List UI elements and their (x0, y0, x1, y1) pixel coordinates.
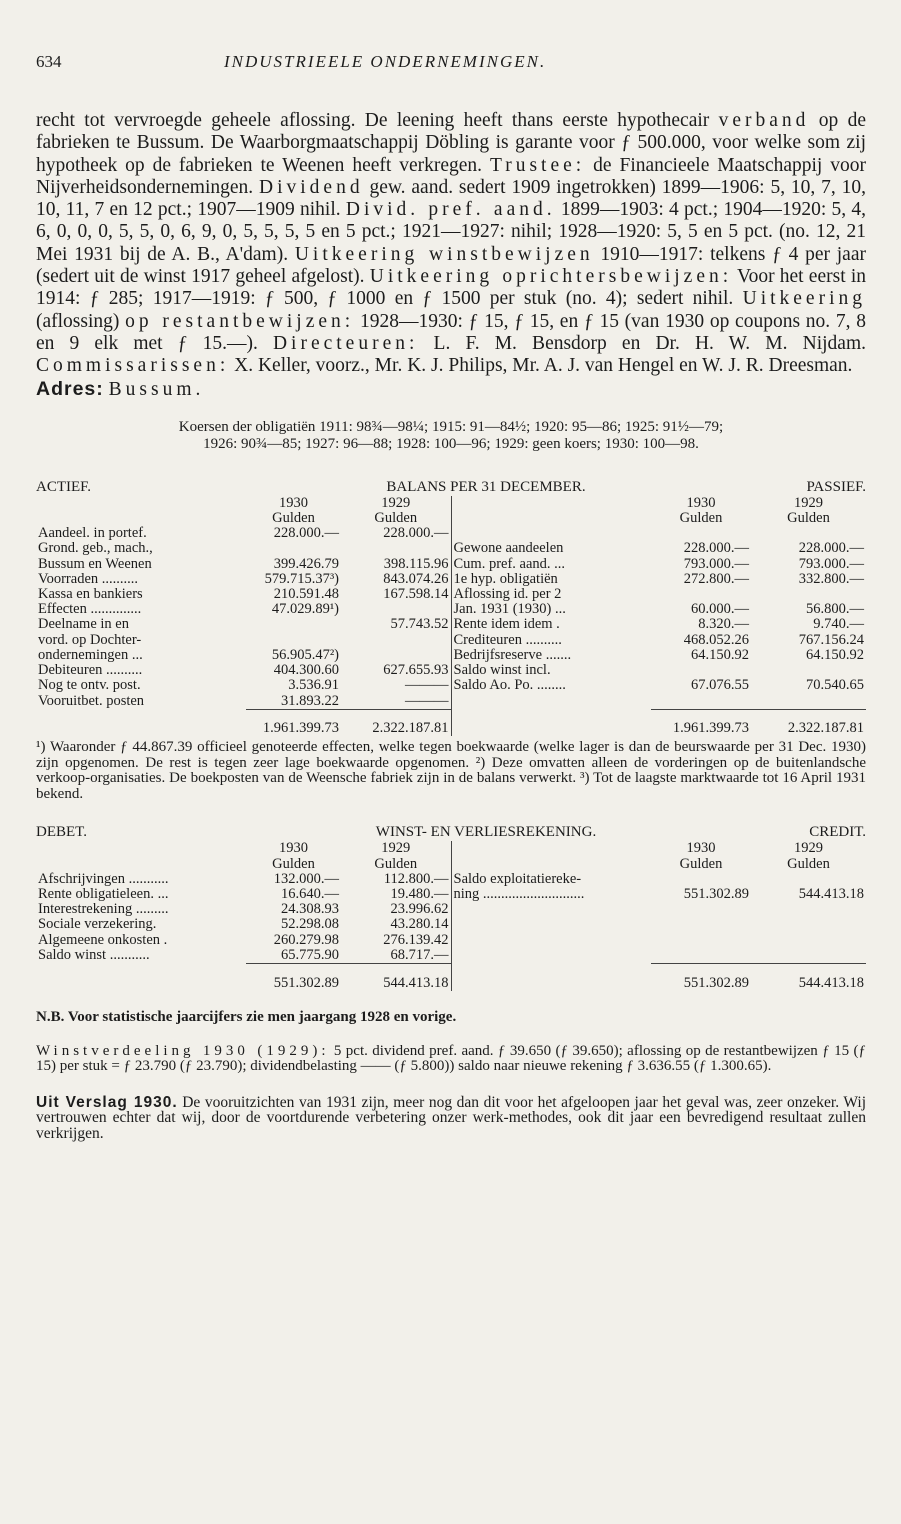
actief-title: ACTIEF. (36, 478, 92, 495)
debet-value-1929: 19.480.— (390, 887, 449, 903)
actief-value-1929: 627.655.93 (383, 663, 449, 679)
page-header (36, 52, 866, 82)
winst-title: WINST- EN VERLIESREKENING. (375, 824, 597, 841)
passief-value-1930: 60.000.— (691, 602, 749, 618)
passief-label: Aflossing id. per 2 (451, 587, 651, 602)
passief-value-1930: 228.000.— (683, 541, 749, 557)
debet-label: Interestrekening ......... (38, 902, 169, 918)
debet-value-1929: 276.139.42 (383, 932, 449, 948)
table-row (36, 572, 866, 587)
year-header: 1930 (686, 841, 716, 857)
year-header: 1929 (794, 841, 823, 857)
table-row (36, 902, 866, 917)
actief-value-1930: 210.591.48 (273, 587, 339, 603)
unit-header: Gulden (374, 856, 418, 872)
passief-value-1929 (751, 663, 866, 678)
actief-label: vord. op Dochter- (38, 632, 142, 648)
debet-label: Algemeene onkosten . (38, 932, 168, 948)
body-p1: recht tot vervroegde geheele aflossing. De leening heeft thans eerste hypothecair (36, 110, 710, 131)
credit-label (451, 902, 651, 917)
passief-value-1929 (751, 587, 866, 602)
passief-value-1930: 793.000.— (683, 556, 749, 572)
table-row (36, 526, 866, 541)
credit-value-1929: 544.413.18 (798, 887, 864, 903)
winst-table (36, 841, 866, 990)
table-row (36, 872, 866, 887)
passief-value-1930 (651, 587, 751, 602)
passief-value-1929: 70.540.65 (806, 678, 864, 694)
passief-label: Gewone aandeelen (451, 541, 651, 556)
body-p3: de Financieele Maatschappij voor Nijverheidsondernemingen. (36, 154, 867, 198)
passief-value-1930: 67.076.55 (691, 678, 749, 694)
unit-header: Gulden (272, 856, 315, 872)
debet-value-1930: 52.298.08 (281, 917, 339, 933)
actief-value-1929 (341, 541, 451, 556)
total-passief-1929: 2.322.187.81 (787, 721, 864, 737)
actief-label: Kassa en bankiers (38, 587, 143, 603)
credit-value-1930 (651, 948, 751, 964)
actief-label: Voorraden .......... (38, 571, 139, 587)
credit-value-1929 (751, 872, 866, 887)
credit-value-1929 (751, 948, 866, 964)
passief-label (451, 526, 651, 541)
body-p5: 1899—1903: 4 pct.; 1904—1920: 5, 4, 6, 0, 0, 0, 5, 5, 0, 6, 9, 0, 5, 5, 5, 5 en 5 pct.; 1921—1927: nihil; 1928—1920: 5, 5 en 5 pct. (no. 12, 21 Mei 1931 bij de A. B., A'dam). (36, 199, 867, 265)
credit-value-1929 (751, 933, 866, 948)
winstverdeeling-text: 5 pct. dividend pref. aand. ƒ 39.650 (ƒ 39.650); aflossing op de restantbewijzen ƒ 15 (ƒ 15) per stuk = ƒ 23.790 (ƒ 23.790); dividendbelasting —— (ƒ 5.800)) saldo naar nieuwe rekening ƒ 3.636.55 (ƒ 1.300.65). (36, 1042, 866, 1075)
table-row (36, 587, 866, 602)
year-header: 1929 (794, 495, 823, 511)
total-credit-1930: 551.302.89 (683, 975, 749, 991)
year-header: 1930 (686, 495, 716, 511)
credit-value-1930 (651, 902, 751, 917)
credit-value-1930 (651, 933, 751, 948)
credit-label (451, 933, 651, 948)
unit-header: Gulden (787, 511, 830, 527)
actief-value-1929: 57.743.52 (390, 617, 449, 633)
verslag (36, 1095, 866, 1142)
table-row (36, 602, 866, 617)
actief-value-1930: 56.905.47²) (271, 647, 339, 663)
passief-value-1930 (651, 663, 751, 678)
passief-value-1929: 9.740.— (813, 617, 864, 633)
term-restantbewijzen: op restantbewijzen: (125, 310, 355, 332)
body-p6: 1910—1917: telkens ƒ 4 per jaar (sedert uit de winst 1917 geheel afgelost). (36, 243, 866, 288)
passief-value-1930: 8.320.— (698, 617, 749, 633)
passief-value-1930 (651, 526, 751, 541)
credit-value-1929 (751, 902, 866, 917)
debet-value-1930: 65.775.90 (281, 947, 339, 963)
term-commissarissen: Commissarissen: (36, 355, 230, 377)
passief-value-1929 (751, 526, 866, 541)
actief-value-1929: 843.074.26 (383, 571, 449, 587)
actief-value-1930: 47.029.89¹) (271, 602, 339, 618)
passief-label: 1e hyp. obligatiën (451, 572, 651, 587)
term-verband: verband (718, 110, 810, 131)
actief-value-1929: ——— (405, 678, 449, 694)
actief-value-1930: 31.893.22 (281, 693, 339, 709)
body-p9: L. F. M. Bensdorp en Dr. H. W. M. Nijdam. (433, 332, 866, 354)
passief-value-1929 (751, 694, 866, 710)
total-passief-1930: 1.961.399.73 (672, 721, 749, 737)
passief-label: Rente idem idem . (451, 617, 651, 632)
running-title: INDUSTRIEELE ONDERNEMINGEN. (224, 52, 547, 71)
verslag-text: De vooruitzichten van 1931 zijn, meer nog dan dit voor het afgeloopen jaar het geval was, zeer onzeker. Wij vertrouwen echter dat wij, door de voortdurende verbetering onzer werk-methodes, ook dit jaar een bevredigend resultaat zullen verkrijgen. (36, 1093, 866, 1142)
koersen-line-1: Koersen der obligatiën 1911: 98¾—98¼; 1915: 91—84½; 1920: 95—86; 1925: 91½—79; (178, 418, 724, 435)
actief-label: ondernemingen ... (38, 647, 143, 663)
term-uitkeering-winstbewijzen: Uitkeering winstbewijzen (294, 243, 594, 265)
term-uitkeering: Uitkeering (742, 288, 866, 310)
total-actief-1930: 1.961.399.73 (262, 721, 339, 737)
passief-value-1929: 64.150.92 (806, 647, 864, 663)
debet-title: DEBET. (36, 824, 87, 841)
term-directeuren: Directeuren: (272, 332, 419, 354)
passief-value-1930: 64.150.92 (691, 647, 749, 663)
table-row (36, 633, 866, 648)
balans-title-row (36, 479, 866, 496)
passief-label: Saldo Ao. Po. ........ (451, 678, 651, 693)
total-credit-1929: 544.413.18 (798, 975, 864, 991)
actief-value-1930 (246, 541, 341, 556)
passief-label: Bedrijfsreserve ....... (451, 648, 651, 663)
actief-value-1930 (246, 633, 341, 648)
actief-label: Debiteuren .......... (38, 663, 143, 679)
year-header: 1929 (381, 841, 411, 857)
debet-value-1929: 23.996.62 (390, 902, 449, 918)
unit-header: Gulden (787, 856, 830, 872)
table-row (36, 933, 866, 948)
body-p8: 1928—1930: ƒ 15, ƒ 15, en ƒ 15 (van 1930 op coupons no. 7, 8 en 9 elk met ƒ 15.—). (36, 310, 867, 354)
actief-label: Bussum en Weenen (38, 556, 152, 572)
table-row (36, 648, 866, 663)
actief-value-1930 (246, 617, 341, 632)
debet-label: Afschrijvingen ........... (38, 871, 169, 887)
debet-label: Sociale verzekering. (38, 917, 157, 933)
year-header: 1929 (381, 495, 411, 511)
passief-label: Cum. pref. aand. ... (451, 557, 651, 572)
balans-table (36, 496, 866, 737)
actief-label: Aandeel. in portef. (38, 526, 147, 542)
passief-value-1929: 56.800.— (806, 602, 864, 618)
table-row (36, 557, 866, 572)
unit-header: Gulden (679, 511, 723, 527)
adres-label: Adres: (36, 377, 104, 400)
term-divid-pref: Divid. pref. aand. (345, 199, 556, 221)
actief-label: Nog te ontv. post. (38, 678, 141, 694)
actief-label: Grond. geb., mach., (38, 541, 153, 557)
balans-footnotes: ¹) Waaronder ƒ 44.867.39 officieel genoteerde effecten, welke tegen boekwaarde (welke lager is dan de beurswaarde per 31 Dec. 1930) zijn opgenomen. De rest is tegen zeer lage boekwaarde opgenomen. ²) Deze omvatten alleen de vorderingen op de buitenlandsche verkoop-organisaties. De boekposten van de Weensche fabriek zijn in de balans verwerkt. ³) Tot de laagste marktwaarde tot 16 April 1931 bekend. (36, 739, 866, 802)
winstverdeeling-label: Winstverdeeling 1930 (1929): (36, 1042, 330, 1059)
table-row (36, 948, 866, 964)
passief-value-1929: 228.000.— (798, 541, 864, 557)
table-row (36, 887, 866, 902)
total-debet-1930: 551.302.89 (273, 975, 339, 991)
body-p2: op de fabrieken te Bussum. De Waarborgmaatschappij Döbling is garante voor ƒ 500.000, voor welke som zij hypotheek op de fabrieken te Weenen heeft verkregen. (36, 110, 867, 176)
debet-label: Saldo winst ........... (38, 947, 150, 964)
actief-value-1929 (341, 648, 451, 663)
body-p4: gew. aand. sedert 1909 ingetrokken) 1899—1906: 5, 10, 7, 10, 10, 11, 7 en 12 pct.; 1907—1909 nihil. (36, 176, 867, 221)
term-dividend: Dividend (259, 176, 364, 198)
koersen-line-2: 1926: 90¾—85; 1927: 96—88; 1928: 100—96; 1929: geen koers; 1930: 100—98. (203, 435, 699, 452)
passief-label: Saldo winst incl. (451, 663, 651, 678)
credit-title: CREDIT. (809, 824, 866, 841)
credit-label: ning ............................ (451, 887, 651, 902)
debet-value-1930: 260.279.98 (273, 932, 339, 948)
actief-label: Effecten .............. (38, 602, 142, 618)
actief-value-1930: 399.426.79 (273, 556, 339, 572)
credit-value-1930 (651, 917, 751, 932)
body-p7: Voor het eerst in 1914: ƒ 285; 1917—1919: ƒ 500, ƒ 1000 en ƒ 1500 per stuk (no. 4); sedert nihil. (36, 266, 866, 310)
debet-value-1929: 112.800.— (383, 871, 449, 887)
passief-value-1929: 332.800.— (798, 571, 864, 587)
debet-value-1930: 24.308.93 (281, 902, 339, 918)
term-uitkeering-oprichters: Uitkeering oprichtersbewijzen: (369, 266, 733, 288)
body-p10: X. Keller, voorz., Mr. K. J. Philips, Mr. A. J. van Hengel en W. J. R. Dreesman. (234, 355, 853, 377)
credit-label (451, 917, 651, 932)
table-row (36, 663, 866, 678)
winstverdeeling (36, 1044, 866, 1075)
debet-label: Rente obligatieleen. ... (38, 887, 169, 903)
table-row (36, 678, 866, 693)
winst-title-row (36, 824, 866, 841)
passief-value-1929: 767.156.24 (798, 632, 864, 648)
actief-value-1929 (341, 633, 451, 648)
unit-header: Gulden (679, 856, 723, 872)
debet-value-1930: 16.640.— (281, 887, 339, 903)
actief-value-1930: 579.715.37³) (264, 571, 339, 587)
debet-value-1929: 68.717.— (390, 947, 449, 963)
passief-label (451, 694, 651, 710)
table-row (36, 617, 866, 632)
actief-value-1929: 228.000.— (383, 526, 449, 542)
company-description (36, 110, 866, 401)
actief-label: Deelname in en (38, 617, 129, 633)
passief-value-1930: 468.052.26 (683, 632, 749, 648)
year-header: 1930 (279, 495, 308, 511)
passief-label: Jan. 1931 (1930) ... (451, 602, 651, 617)
table-row (36, 694, 866, 710)
credit-value-1930: 551.302.89 (683, 887, 749, 903)
nb-note: N.B. Voor statistische jaarcijfers zie men jaargang 1928 en vorige. (36, 1008, 457, 1025)
unit-header: Gulden (374, 511, 418, 527)
passief-title: PASSIEF. (806, 478, 866, 495)
debet-value-1930: 132.000.— (273, 871, 339, 887)
actief-value-1929: 398.115.96 (383, 556, 449, 572)
unit-header: Gulden (272, 511, 315, 527)
table-row (36, 541, 866, 556)
table-row (36, 917, 866, 932)
term-trustee: Trustee: (490, 154, 586, 176)
actief-value-1929: ——— (405, 693, 449, 709)
passief-value-1929: 793.000.— (798, 556, 864, 572)
total-actief-1929: 2.322.187.81 (372, 721, 449, 737)
actief-value-1930: 404.300.60 (273, 663, 339, 679)
verslag-label: Uit Verslag 1930. (36, 1093, 178, 1111)
actief-value-1930: 228.000.— (273, 526, 339, 542)
body-p8a: (aflossing) (36, 310, 120, 332)
passief-value-1930: 272.800.— (683, 571, 749, 587)
actief-value-1930: 3.536.91 (288, 678, 339, 694)
credit-value-1929 (751, 917, 866, 932)
adres-value: Bussum. (108, 378, 205, 400)
debet-value-1929: 43.280.14 (390, 917, 449, 933)
page-number: 634 (36, 52, 62, 71)
year-header: 1930 (279, 841, 308, 857)
total-debet-1929: 544.413.18 (383, 975, 449, 991)
actief-value-1929: 167.598.14 (383, 587, 449, 603)
credit-label (451, 948, 651, 964)
page (36, 52, 866, 1141)
credit-label: Saldo exploitatiereke- (451, 872, 651, 887)
actief-label: Vooruitbet. posten (38, 693, 145, 709)
balans-title: BALANS PER 31 DECEMBER. (386, 478, 586, 495)
passief-value-1930 (651, 694, 751, 710)
credit-value-1930 (651, 872, 751, 887)
actief-value-1929 (341, 602, 451, 617)
koersen-block (36, 419, 866, 453)
passief-label: Crediteuren .......... (451, 633, 651, 648)
